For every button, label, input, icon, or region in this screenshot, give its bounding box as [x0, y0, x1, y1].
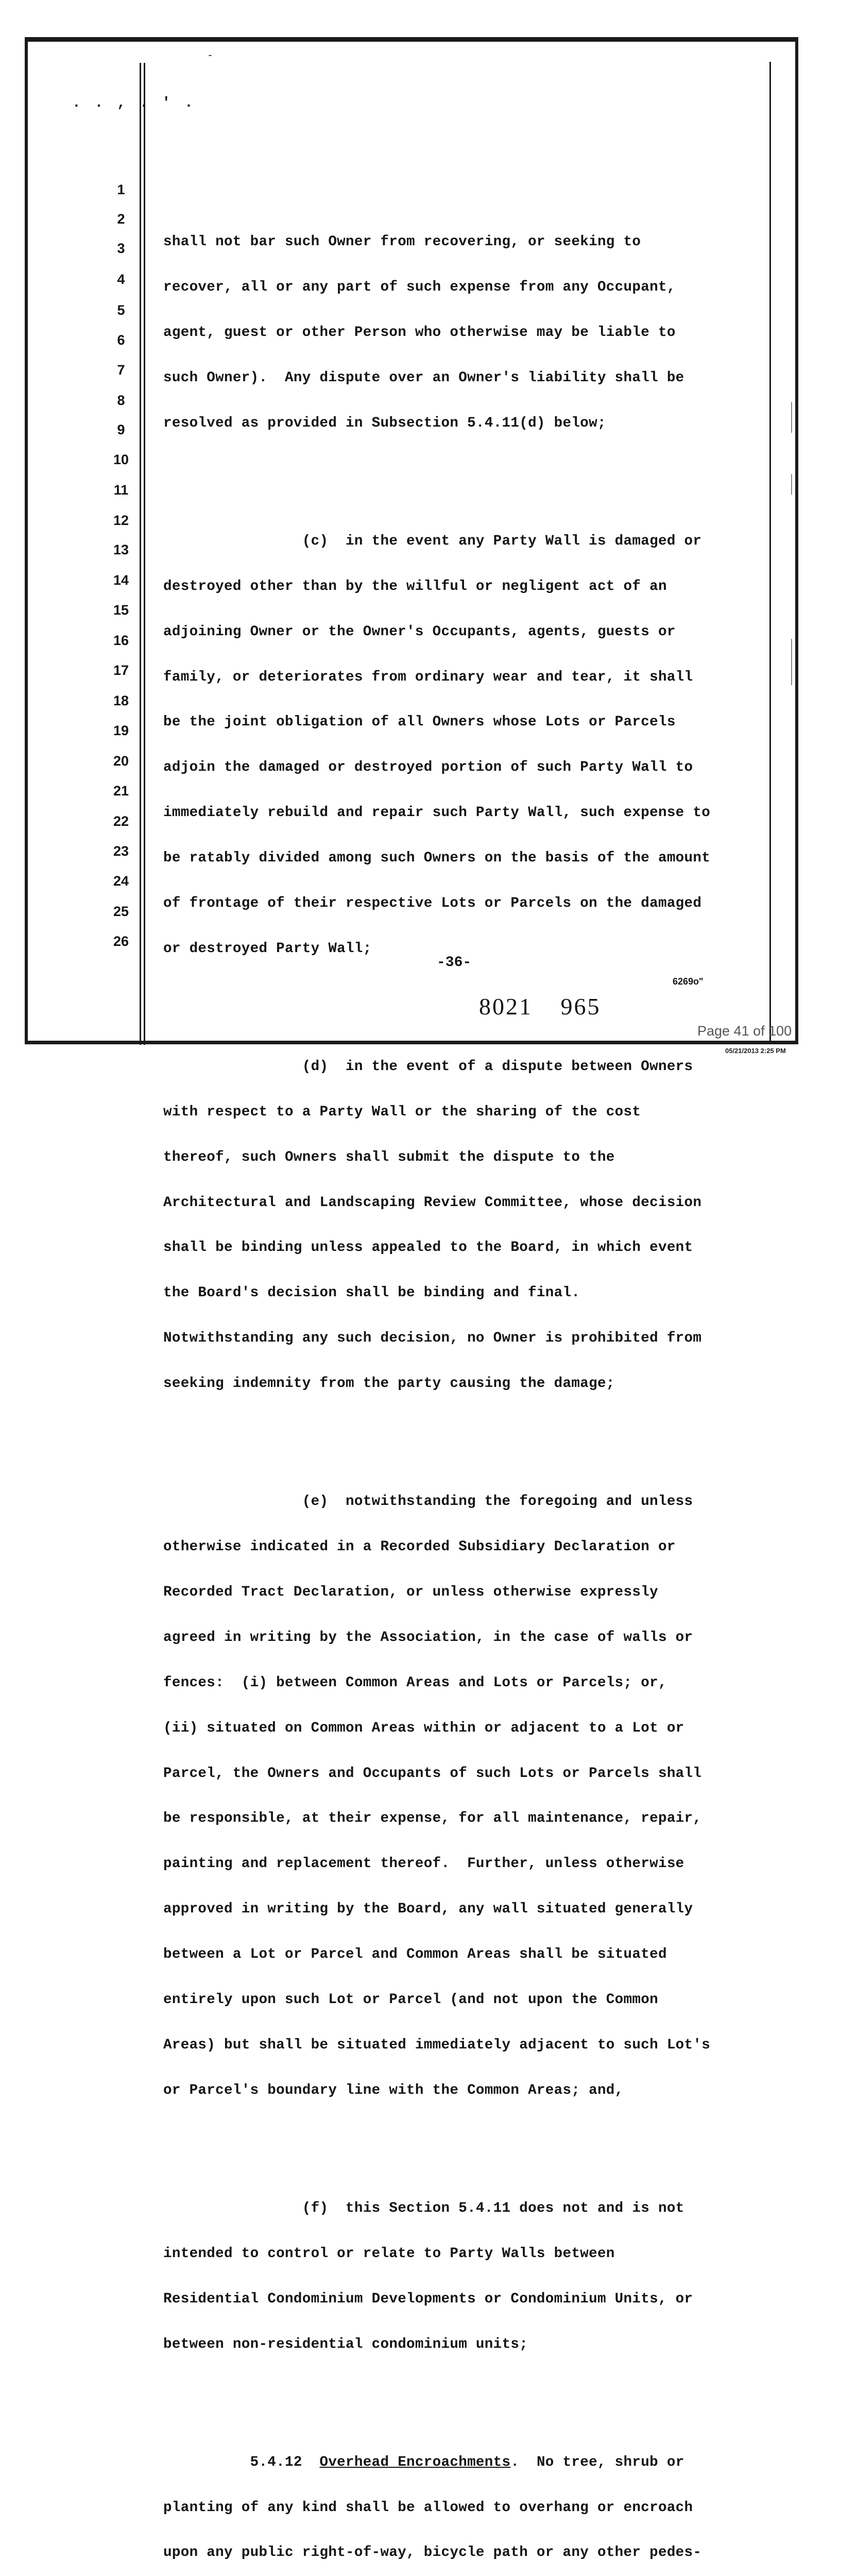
line-number: 8 — [117, 393, 125, 408]
text-line: Residential Condominium Developments or Condominium Units, or — [163, 2291, 693, 2307]
text-line: between non-residential condominium units; — [163, 2336, 528, 2352]
section-heading-rest: . No tree, shrub or — [510, 2454, 684, 2470]
print-timestamp: 05/21/2013 2:25 PM — [725, 1047, 786, 1055]
line-number: 1 — [117, 182, 125, 197]
line-number: 14 — [113, 572, 129, 588]
line-number: 26 — [113, 934, 129, 949]
line-number: 21 — [113, 783, 129, 799]
text-line: shall not bar such Owner from recovering, or seeking to — [163, 234, 641, 250]
text-line: between a Lot or Parcel and Common Areas shall be situated — [163, 1946, 667, 1963]
line-number: 25 — [113, 904, 129, 919]
section-heading-line — [163, 2455, 761, 2470]
right-margin-rule — [769, 62, 771, 1041]
section-heading: Overhead Encroachments — [319, 2454, 511, 2470]
line-number: 6 — [117, 332, 125, 348]
text-line: otherwise indicated in a Recorded Subsidiary Declaration or — [163, 1539, 676, 1555]
line-number: 15 — [113, 602, 129, 618]
document-body — [163, 174, 761, 2576]
text-line: Areas) but shall be situated immediately adjacent to such Lot's — [163, 2037, 711, 2053]
text-line: Notwithstanding any such decision, no Owner is prohibited from — [163, 1330, 702, 1347]
text-line: intended to control or relate to Party Walls between — [163, 2245, 615, 2262]
text-line: destroyed other than by the willful or negligent act of an — [163, 578, 667, 595]
text-line: of frontage of their respective Lots or Parcels on the damaged — [163, 895, 702, 911]
line-number: 12 — [113, 513, 129, 528]
line-number: 9 — [117, 422, 125, 437]
document-code: 6269o" — [673, 976, 704, 987]
text-line: shall be binding unless appealed to the Board, in which event — [163, 1240, 693, 1256]
scan-speck — [791, 474, 792, 495]
text-line: planting of any kind shall be allowed to overhang or encroach — [163, 2499, 693, 2516]
paragraph-f — [163, 2171, 761, 2382]
text-line: with respect to a Party Wall or the sharing of the cost — [163, 1104, 641, 1120]
text-line: resolved as provided in Subsection 5.4.11(d) below; — [163, 415, 606, 431]
line-number: 2 — [117, 211, 125, 227]
paragraph-continuation — [163, 205, 761, 461]
text-line: family, or deteriorates from ordinary wear and tear, it shall — [163, 669, 693, 685]
text-line: upon any public right-of-way, bicycle path or any other pedes- — [163, 2545, 702, 2561]
text-line: adjoining Owner or the Owner's Occupants, agents, guests or — [163, 623, 676, 640]
text-line: be ratably divided among such Owners on the basis of the amount — [163, 850, 711, 867]
line-number: 23 — [113, 843, 129, 859]
text-line: or Parcel's boundary line with the Common Areas; and, — [163, 2082, 624, 2098]
line-number: 17 — [113, 663, 129, 678]
line-number: 5 — [117, 302, 125, 318]
line-number: 3 — [117, 241, 125, 256]
page-counter: Page 41 of 100 — [697, 1023, 792, 1039]
line-number: 10 — [113, 452, 129, 467]
text-line: approved in writing by the Board, any wall situated generally — [163, 1901, 693, 1918]
scan-speck — [791, 402, 792, 433]
text-line: Recorded Tract Declaration, or unless otherwise expressly — [163, 1584, 658, 1601]
text-line: (f) this Section 5.4.11 does not and is not — [163, 2200, 684, 2216]
text-line: be the joint obligation of all Owners whose Lots or Parcels — [163, 714, 676, 731]
text-line: agent, guest or other Person who otherwise may be liable to — [163, 324, 676, 341]
margin-mark: . . , . ' . — [72, 95, 196, 111]
line-number: 20 — [113, 753, 129, 769]
scan-mark: - — [207, 50, 214, 62]
line-number: 7 — [117, 362, 125, 378]
text-line: agreed in writing by the Association, in the case of walls or — [163, 1629, 693, 1646]
text-line: be responsible, at their expense, for all maintenance, repair, — [163, 1810, 702, 1827]
line-number: 19 — [113, 723, 129, 738]
line-number: 4 — [117, 272, 125, 287]
text-line: (e) notwithstanding the foregoing and unless — [163, 1494, 693, 1510]
line-number: 11 — [113, 482, 129, 498]
text-line: fences: (i) between Common Areas and Lots or Parcels; or, — [163, 1674, 667, 1691]
paragraph-c — [163, 503, 761, 987]
paragraph-d — [163, 1029, 761, 1421]
line-number: 22 — [113, 814, 129, 829]
page-number: -36- — [437, 955, 472, 971]
text-line: or destroyed Party Wall; — [163, 940, 372, 957]
text-line: recover, all or any part of such expense from any Occupant, — [163, 279, 676, 296]
left-margin-rule — [140, 63, 141, 1045]
text-line: (c) in the event any Party Wall is damaged or — [163, 533, 702, 549]
line-number: 16 — [113, 633, 129, 648]
text-line: (ii) situated on Common Areas within or adjacent to a Lot or — [163, 1720, 684, 1736]
recording-stamp: 8021 965 — [479, 993, 601, 1020]
scan-speck — [791, 639, 792, 685]
text-line: seeking indemnity from the party causing the damage; — [163, 1376, 615, 1392]
text-line: entirely upon such Lot or Parcel (and not upon the Common — [163, 1992, 658, 2008]
section-number: 5.4.12 — [163, 2454, 320, 2470]
text-line: such Owner). Any dispute over an Owner's liability shall be — [163, 369, 684, 386]
text-line: (d) in the event of a dispute between Owners — [163, 1058, 693, 1075]
text-line: painting and replacement thereof. Further, unless otherwise — [163, 1856, 684, 1872]
paragraph-e — [163, 1464, 761, 2128]
text-line: thereof, such Owners shall submit the dispute to the — [163, 1149, 615, 1165]
line-number: 24 — [113, 873, 129, 889]
text-line: Architectural and Landscaping Review Committee, whose decision — [163, 1194, 702, 1211]
line-number: 18 — [113, 693, 129, 708]
section-5-4-12 — [163, 2425, 761, 2576]
text-line: Parcel, the Owners and Occupants of such Lots or Parcels shall — [163, 1765, 702, 1782]
text-line: immediately rebuild and repair such Party Wall, such expense to — [163, 805, 711, 821]
line-number: 13 — [113, 542, 129, 557]
left-margin-rule-inner — [144, 63, 145, 1045]
text-line: the Board's decision shall be binding and final. — [163, 1285, 580, 1301]
text-line: adjoin the damaged or destroyed portion of such Party Wall to — [163, 759, 693, 776]
